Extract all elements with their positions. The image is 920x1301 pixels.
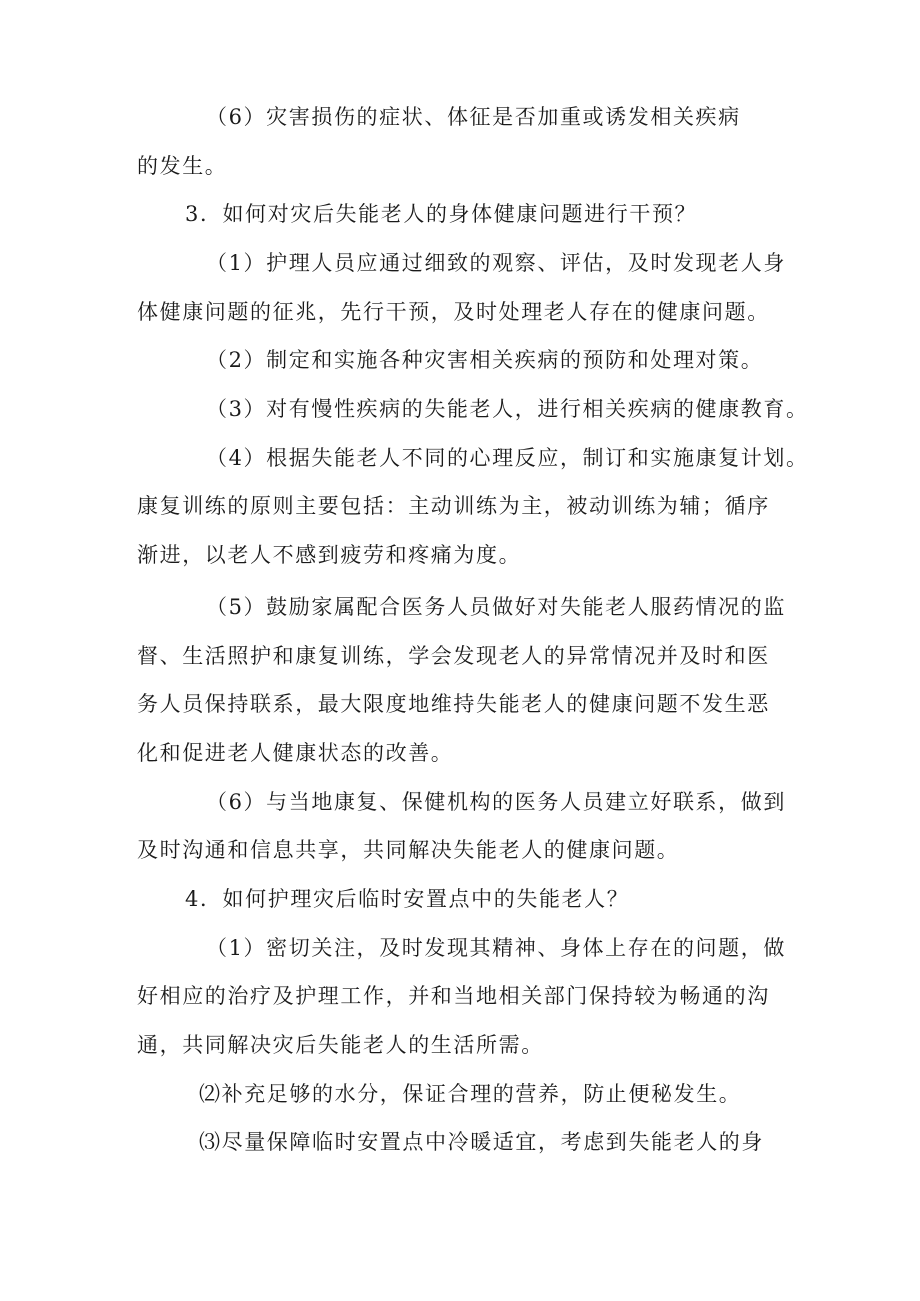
paragraph-line: ⑵补充足够的水分，保证合理的营养，防止便秘发生。	[199, 1082, 742, 1106]
paragraph-line: 化和促进老人健康状态的改善。	[137, 741, 454, 765]
section-heading: 4．如何护理灾后临时安置点中的失能老人？	[185, 887, 630, 911]
section-heading: 3．如何对灾后失能老人的身体健康问题进行干预？	[185, 202, 698, 226]
paragraph-line: （3）对有慢性疾病的失能老人，进行相关疾病的健康教育。	[206, 397, 809, 421]
paragraph-line: （6）与当地康复、保健机构的医务人员建立好联系，做到	[206, 790, 786, 814]
paragraph-line: 通，共同解决灾后失能老人的生活所需。	[137, 1033, 544, 1057]
paragraph-line: 好相应的治疗及护理工作，并和当地相关部门保持较为畅通的沟	[137, 984, 770, 1008]
paragraph-line: 渐进，以老人不感到疲劳和疼痛为度。	[137, 543, 522, 567]
paragraph-line: （1）护理人员应通过细致的观察、评估，及时发现老人身	[206, 251, 786, 275]
paragraph-line: 体健康问题的征兆，先行干预，及时处理老人存在的健康问题。	[137, 300, 770, 324]
paragraph-line: （4）根据失能老人不同的心理反应，制订和实施康复计划。	[206, 446, 809, 470]
paragraph-line: 康复训练的原则主要包括：主动训练为主，被动训练为辅；循序	[137, 494, 770, 518]
paragraph-line: 务人员保持联系，最大限度地维持失能老人的健康问题不发生恶	[137, 692, 770, 716]
paragraph-line: ⑶尽量保障临时安置点中冷暖适宜，考虑到失能老人的身	[199, 1130, 764, 1154]
paragraph-line: 及时沟通和信息共享，共同解决失能老人的健康问题。	[137, 838, 680, 862]
paragraph-line: 督、生活照护和康复训练，学会发现老人的异常情况并及时和医	[137, 644, 770, 668]
paragraph-line: （2）制定和实施各种灾害相关疾病的预防和处理对策。	[206, 348, 764, 372]
paragraph-line: 的发生。	[137, 154, 228, 178]
paragraph-line: （1）密切关注，及时发现其精神、身体上存在的问题，做	[206, 936, 786, 960]
paragraph-line: （5）鼓励家属配合医务人员做好对失能老人服药情况的监	[206, 595, 786, 619]
paragraph-line: （6）灾害损伤的症状、体征是否加重或诱发相关疾病	[206, 105, 741, 129]
